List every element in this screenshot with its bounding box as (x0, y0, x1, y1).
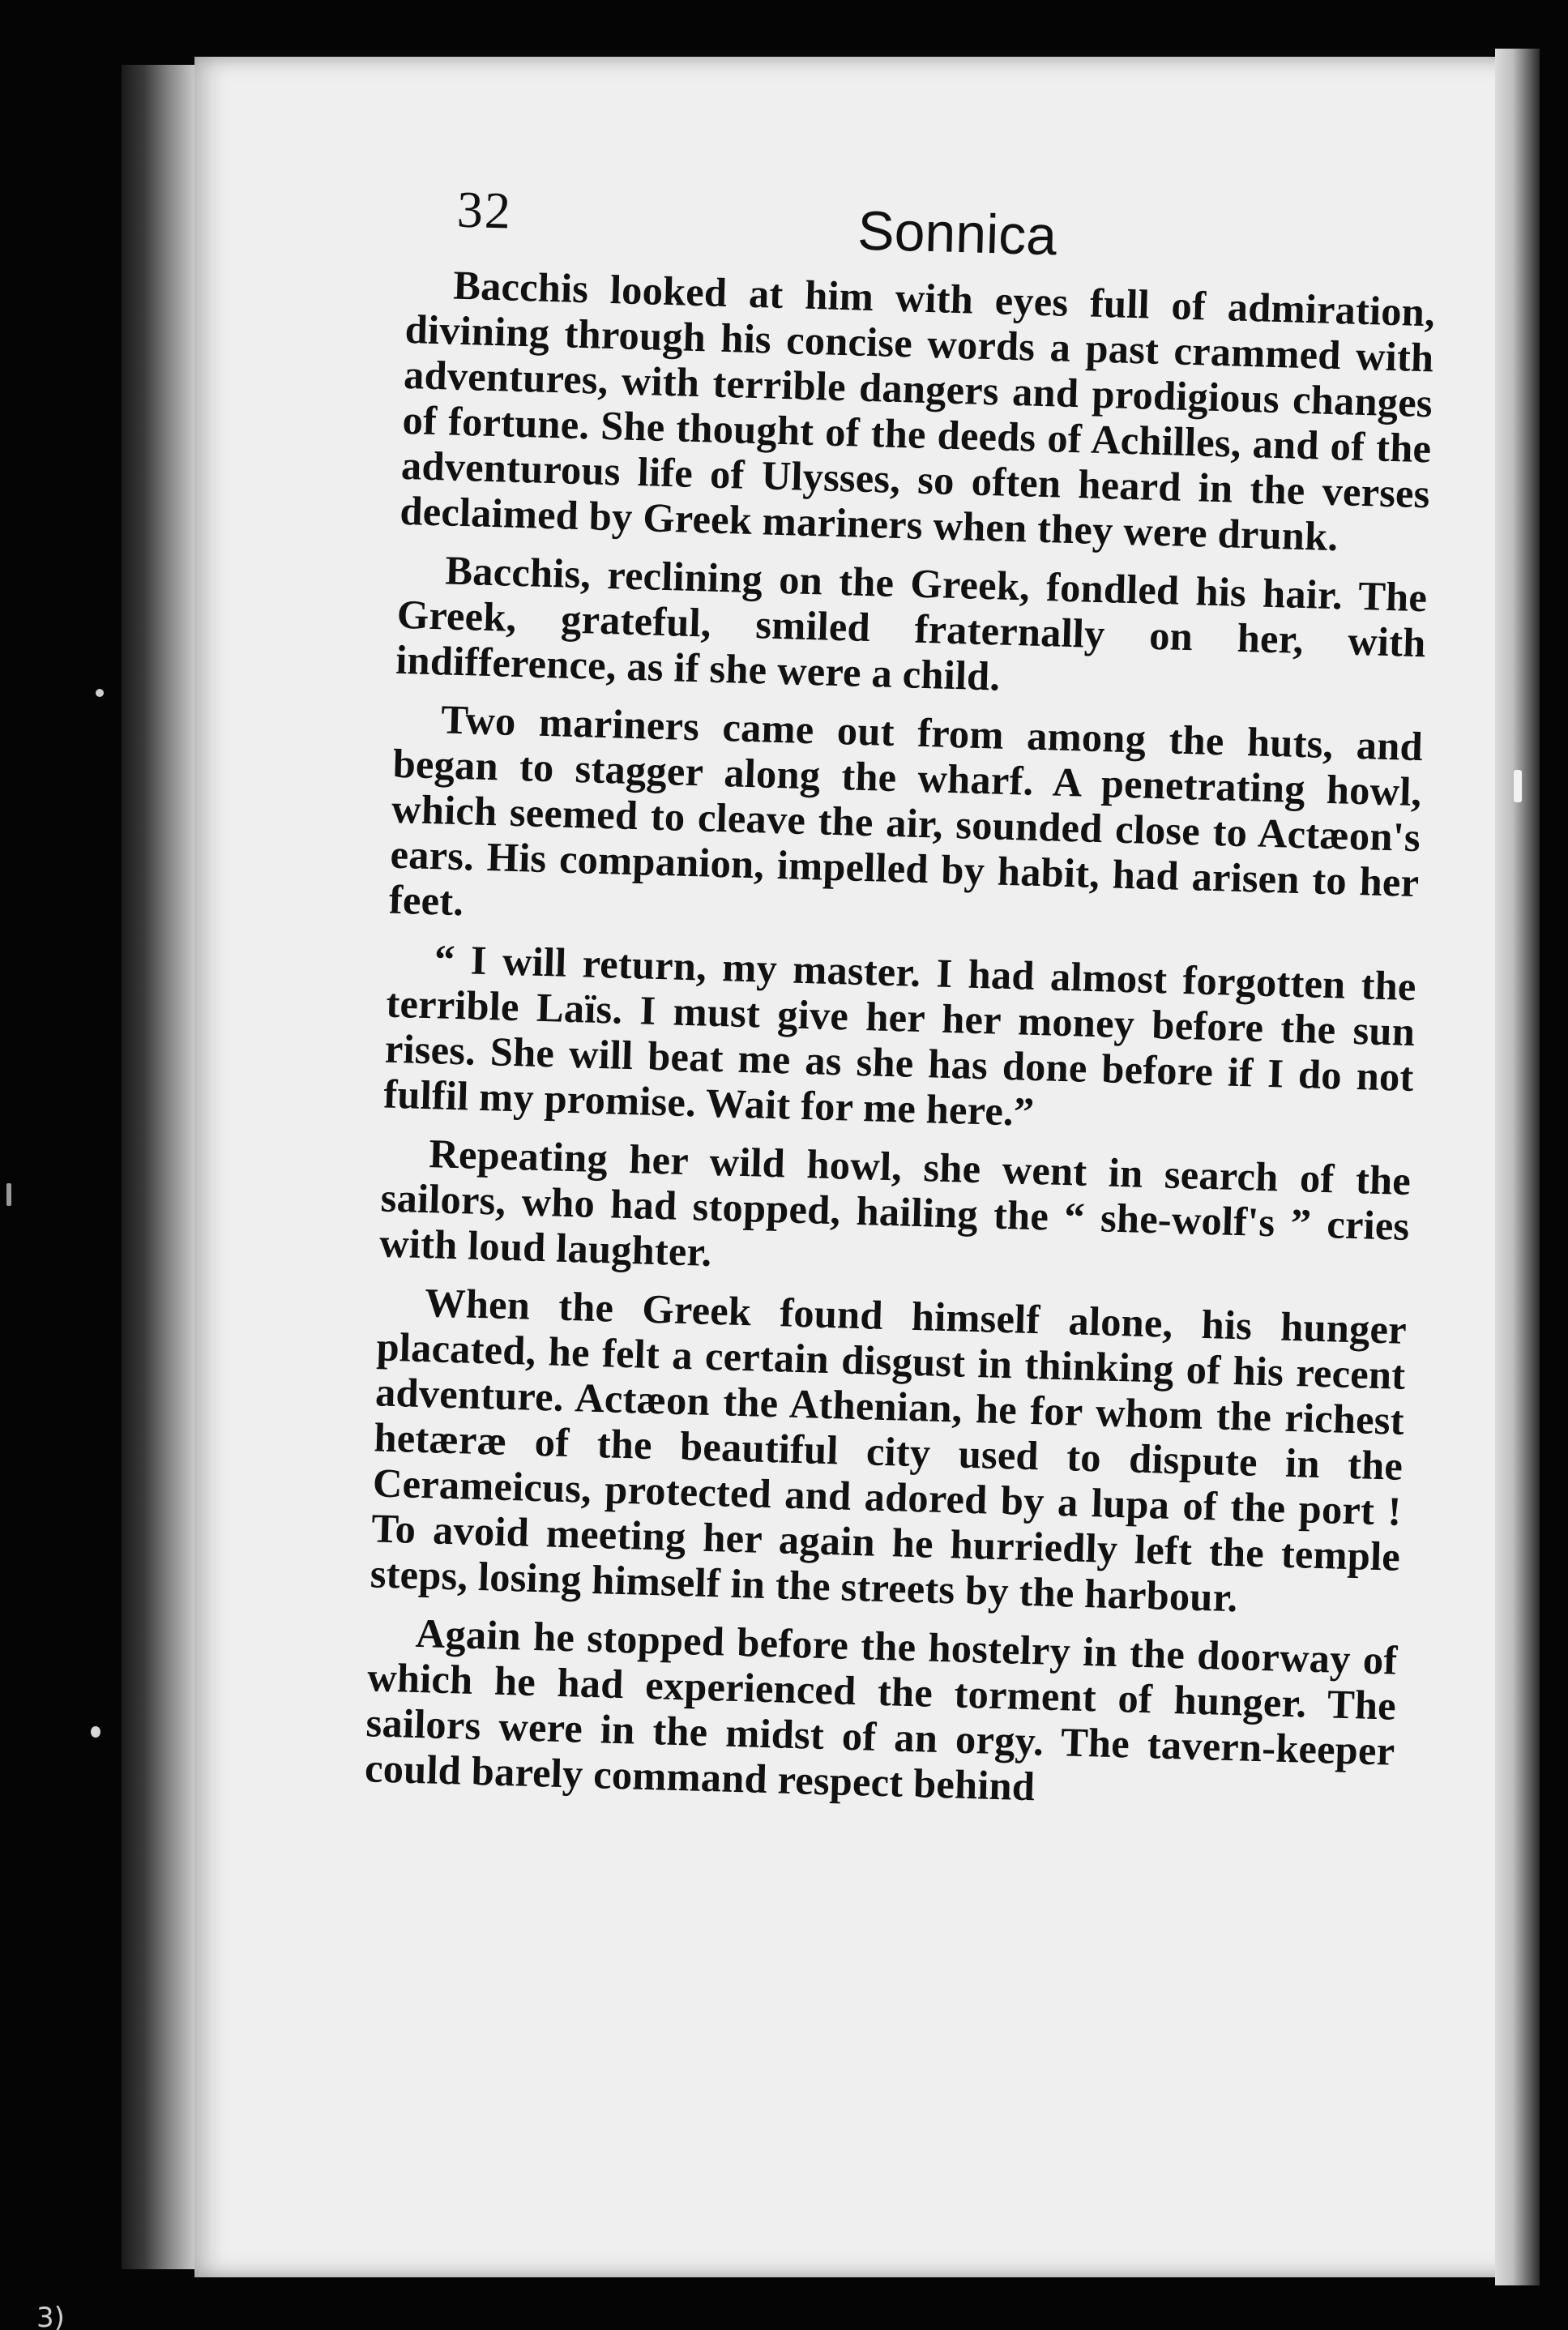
scan-speck (1514, 770, 1522, 802)
page-right-edge (1495, 49, 1540, 2285)
paragraph: “ I will return, my master. I had almost forgotten the terrible Laïs. I must give her her money before the sun rises. She will beat me as she has done before if I do not fulfil my promise. Wait for me here.” (382, 936, 1417, 1135)
scan-speck (91, 1726, 100, 1738)
page-content (364, 178, 1438, 1832)
paragraph: Repeating her wild howl, she went in search of the sailors, who had stopped, hailing the “ she-wolf's ” cries with loud laughter. (378, 1131, 1412, 1275)
paragraph: When the Greek found himself alone, his hunger placated, he felt a certain disgust in thinking of his recent adventure. Actæon the Athenian, he for whom the richest hetæræ of the beautiful city used to dispute in the Cerameicus, protected and adored by a lupa of the port ! To avoid meeting her again he hurriedly left the temple steps, losing himself in the streets by the harbour. (370, 1280, 1408, 1621)
page-number: 32 (455, 180, 513, 240)
paragraph: Bacchis, reclining on the Greek, fondled his hair. The Greek, grateful, smiled fraternally on her, with indifference, as if she were a child. (395, 547, 1428, 699)
scan-speck (6, 1183, 11, 1206)
paragraph: Again he stopped before the hostelry in the doorway of which he had experienced the torment of hunger. The sailors were in the midst of an orgy. The tavern-keeper could barely command respect behind (364, 1610, 1399, 1810)
paragraph: Two mariners came out from among the huts, and began to stagger along the wharf. A penetrating howl, which seemed to cleave the air, sounded close to Actæon's ears. His companion, impelled by habit, had arisen to her feet. (388, 696, 1424, 925)
scan-corner-mark: 3) (36, 2302, 65, 2330)
scan-speck (96, 689, 104, 697)
paragraph: Bacchis looked at him with eyes full of admiration, divining through his concise words a past crammed with adventures, with terrible dangers and prodigious changes of fortune. She thought of the deeds of Achilles, and of the adventurous life of Ulysses, so often heard in the verses declaimed by Greek mariners when they were drunk. (399, 262, 1436, 560)
running-title: Sonnica (857, 199, 1058, 267)
